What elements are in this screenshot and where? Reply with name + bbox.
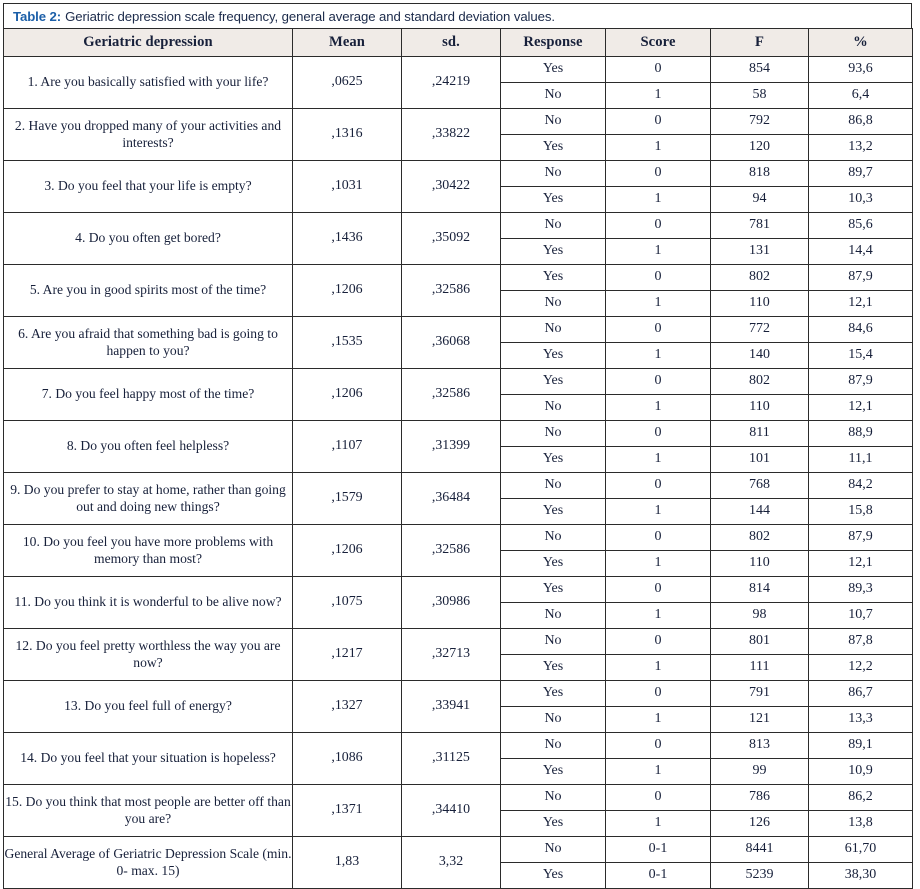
mean-cell: ,1075 bbox=[293, 577, 402, 629]
response-cell: No bbox=[501, 837, 606, 863]
question-cell: General Average of Geriatric Depression Scale (min. 0- max. 15) bbox=[4, 837, 293, 889]
frequency-cell: 140 bbox=[711, 343, 809, 369]
response-cell: No bbox=[501, 317, 606, 343]
geriatric-depression-table bbox=[3, 28, 913, 889]
score-cell: 1 bbox=[606, 603, 711, 629]
response-cell: Yes bbox=[501, 811, 606, 837]
percent-cell: 13,8 bbox=[809, 811, 913, 837]
score-cell: 0 bbox=[606, 57, 711, 83]
score-cell: 0 bbox=[606, 265, 711, 291]
mean-cell: ,1316 bbox=[293, 109, 402, 161]
response-cell: No bbox=[501, 629, 606, 655]
response-cell: No bbox=[501, 421, 606, 447]
response-cell: Yes bbox=[501, 759, 606, 785]
percent-cell: 12,1 bbox=[809, 291, 913, 317]
question-cell: 3. Do you feel that your life is empty? bbox=[4, 161, 293, 213]
mean-cell: ,1206 bbox=[293, 265, 402, 317]
table-caption-text: Geriatric depression scale frequency, general average and standard deviation values. bbox=[65, 8, 555, 24]
score-cell: 0 bbox=[606, 317, 711, 343]
frequency-cell: 802 bbox=[711, 369, 809, 395]
table-row bbox=[4, 785, 913, 811]
score-cell: 1 bbox=[606, 187, 711, 213]
score-cell: 0 bbox=[606, 681, 711, 707]
sd-cell: ,33822 bbox=[402, 109, 501, 161]
frequency-cell: 99 bbox=[711, 759, 809, 785]
frequency-cell: 813 bbox=[711, 733, 809, 759]
frequency-cell: 110 bbox=[711, 291, 809, 317]
mean-cell: ,1086 bbox=[293, 733, 402, 785]
frequency-cell: 818 bbox=[711, 161, 809, 187]
response-cell: Yes bbox=[501, 187, 606, 213]
response-cell: Yes bbox=[501, 863, 606, 889]
percent-cell: 11,1 bbox=[809, 447, 913, 473]
frequency-cell: 121 bbox=[711, 707, 809, 733]
question-cell: 7. Do you feel happy most of the time? bbox=[4, 369, 293, 421]
response-cell: Yes bbox=[501, 265, 606, 291]
frequency-cell: 144 bbox=[711, 499, 809, 525]
frequency-cell: 98 bbox=[711, 603, 809, 629]
score-cell: 1 bbox=[606, 499, 711, 525]
percent-cell: 93,6 bbox=[809, 57, 913, 83]
frequency-cell: 786 bbox=[711, 785, 809, 811]
score-cell: 0-1 bbox=[606, 863, 711, 889]
frequency-cell: 131 bbox=[711, 239, 809, 265]
frequency-cell: 126 bbox=[711, 811, 809, 837]
score-cell: 0 bbox=[606, 525, 711, 551]
column-header-sd: sd. bbox=[402, 29, 501, 57]
table-row bbox=[4, 109, 913, 135]
frequency-cell: 111 bbox=[711, 655, 809, 681]
table-row bbox=[4, 837, 913, 863]
percent-cell: 61,70 bbox=[809, 837, 913, 863]
frequency-cell: 791 bbox=[711, 681, 809, 707]
response-cell: No bbox=[501, 525, 606, 551]
response-cell: No bbox=[501, 603, 606, 629]
percent-cell: 87,9 bbox=[809, 525, 913, 551]
sd-cell: ,30986 bbox=[402, 577, 501, 629]
percent-cell: 10,9 bbox=[809, 759, 913, 785]
frequency-cell: 814 bbox=[711, 577, 809, 603]
frequency-cell: 120 bbox=[711, 135, 809, 161]
frequency-cell: 110 bbox=[711, 395, 809, 421]
percent-cell: 86,8 bbox=[809, 109, 913, 135]
mean-cell: ,1371 bbox=[293, 785, 402, 837]
frequency-cell: 802 bbox=[711, 265, 809, 291]
mean-cell: ,1579 bbox=[293, 473, 402, 525]
question-cell: 13. Do you feel full of energy? bbox=[4, 681, 293, 733]
question-cell: 10. Do you feel you have more problems with memory than most? bbox=[4, 525, 293, 577]
table-row bbox=[4, 57, 913, 83]
question-cell: 1. Are you basically satisfied with your life? bbox=[4, 57, 293, 109]
question-cell: 2. Have you dropped many of your activities and interests? bbox=[4, 109, 293, 161]
score-cell: 0 bbox=[606, 421, 711, 447]
score-cell: 0 bbox=[606, 785, 711, 811]
table-row bbox=[4, 161, 913, 187]
column-header-score: Score bbox=[606, 29, 711, 57]
table-caption-label: Table 2: bbox=[13, 8, 62, 24]
table-row bbox=[4, 421, 913, 447]
mean-cell: ,1217 bbox=[293, 629, 402, 681]
score-cell: 0 bbox=[606, 213, 711, 239]
frequency-cell: 854 bbox=[711, 57, 809, 83]
sd-cell: ,31399 bbox=[402, 421, 501, 473]
mean-cell: ,1535 bbox=[293, 317, 402, 369]
percent-cell: 84,2 bbox=[809, 473, 913, 499]
frequency-cell: 110 bbox=[711, 551, 809, 577]
frequency-cell: 802 bbox=[711, 525, 809, 551]
sd-cell: ,32586 bbox=[402, 265, 501, 317]
sd-cell: ,32713 bbox=[402, 629, 501, 681]
response-cell: Yes bbox=[501, 577, 606, 603]
sd-cell: ,31125 bbox=[402, 733, 501, 785]
frequency-cell: 101 bbox=[711, 447, 809, 473]
percent-cell: 38,30 bbox=[809, 863, 913, 889]
table-row bbox=[4, 213, 913, 239]
percent-cell: 87,9 bbox=[809, 265, 913, 291]
response-cell: Yes bbox=[501, 655, 606, 681]
sd-cell: 3,32 bbox=[402, 837, 501, 889]
response-cell: Yes bbox=[501, 57, 606, 83]
response-cell: Yes bbox=[501, 343, 606, 369]
percent-cell: 6,4 bbox=[809, 83, 913, 109]
mean-cell: ,1206 bbox=[293, 525, 402, 577]
percent-cell: 10,3 bbox=[809, 187, 913, 213]
table-header-row bbox=[4, 29, 913, 57]
score-cell: 0 bbox=[606, 577, 711, 603]
mean-cell: ,1107 bbox=[293, 421, 402, 473]
question-cell: 9. Do you prefer to stay at home, rather than going out and doing new things? bbox=[4, 473, 293, 525]
score-cell: 0 bbox=[606, 161, 711, 187]
frequency-cell: 94 bbox=[711, 187, 809, 213]
question-cell: 5. Are you in good spirits most of the time? bbox=[4, 265, 293, 317]
response-cell: Yes bbox=[501, 135, 606, 161]
score-cell: 0 bbox=[606, 629, 711, 655]
response-cell: No bbox=[501, 707, 606, 733]
percent-cell: 89,7 bbox=[809, 161, 913, 187]
percent-cell: 12,1 bbox=[809, 551, 913, 577]
frequency-cell: 792 bbox=[711, 109, 809, 135]
score-cell: 1 bbox=[606, 395, 711, 421]
frequency-cell: 768 bbox=[711, 473, 809, 499]
response-cell: No bbox=[501, 213, 606, 239]
score-cell: 0 bbox=[606, 733, 711, 759]
response-cell: Yes bbox=[501, 369, 606, 395]
table-body bbox=[4, 57, 913, 889]
question-cell: 14. Do you feel that your situation is hopeless? bbox=[4, 733, 293, 785]
percent-cell: 89,3 bbox=[809, 577, 913, 603]
percent-cell: 13,2 bbox=[809, 135, 913, 161]
response-cell: No bbox=[501, 83, 606, 109]
sd-cell: ,24219 bbox=[402, 57, 501, 109]
percent-cell: 86,2 bbox=[809, 785, 913, 811]
percent-cell: 85,6 bbox=[809, 213, 913, 239]
question-cell: 4. Do you often get bored? bbox=[4, 213, 293, 265]
sd-cell: ,30422 bbox=[402, 161, 501, 213]
table-row bbox=[4, 525, 913, 551]
response-cell: No bbox=[501, 161, 606, 187]
sd-cell: ,32586 bbox=[402, 369, 501, 421]
question-cell: 8. Do you often feel helpless? bbox=[4, 421, 293, 473]
mean-cell: ,1436 bbox=[293, 213, 402, 265]
sd-cell: ,36068 bbox=[402, 317, 501, 369]
table-row bbox=[4, 629, 913, 655]
sd-cell: ,35092 bbox=[402, 213, 501, 265]
column-header-percent: % bbox=[809, 29, 913, 57]
table-row bbox=[4, 317, 913, 343]
question-cell: 12. Do you feel pretty worthless the way you are now? bbox=[4, 629, 293, 681]
frequency-cell: 801 bbox=[711, 629, 809, 655]
percent-cell: 10,7 bbox=[809, 603, 913, 629]
percent-cell: 88,9 bbox=[809, 421, 913, 447]
response-cell: No bbox=[501, 291, 606, 317]
response-cell: Yes bbox=[501, 499, 606, 525]
table-row bbox=[4, 473, 913, 499]
sd-cell: ,33941 bbox=[402, 681, 501, 733]
percent-cell: 86,7 bbox=[809, 681, 913, 707]
sd-cell: ,36484 bbox=[402, 473, 501, 525]
percent-cell: 87,9 bbox=[809, 369, 913, 395]
sd-cell: ,32586 bbox=[402, 525, 501, 577]
score-cell: 0 bbox=[606, 109, 711, 135]
sd-cell: ,34410 bbox=[402, 785, 501, 837]
frequency-cell: 781 bbox=[711, 213, 809, 239]
percent-cell: 15,8 bbox=[809, 499, 913, 525]
score-cell: 1 bbox=[606, 343, 711, 369]
percent-cell: 14,4 bbox=[809, 239, 913, 265]
response-cell: No bbox=[501, 109, 606, 135]
response-cell: No bbox=[501, 395, 606, 421]
score-cell: 1 bbox=[606, 707, 711, 733]
frequency-cell: 58 bbox=[711, 83, 809, 109]
response-cell: No bbox=[501, 473, 606, 499]
percent-cell: 13,3 bbox=[809, 707, 913, 733]
question-cell: 15. Do you think that most people are better off than you are? bbox=[4, 785, 293, 837]
table-row bbox=[4, 265, 913, 291]
response-cell: Yes bbox=[501, 447, 606, 473]
table-row bbox=[4, 733, 913, 759]
mean-cell: ,0625 bbox=[293, 57, 402, 109]
response-cell: Yes bbox=[501, 551, 606, 577]
mean-cell: 1,83 bbox=[293, 837, 402, 889]
score-cell: 1 bbox=[606, 135, 711, 161]
frequency-cell: 8441 bbox=[711, 837, 809, 863]
table-row bbox=[4, 681, 913, 707]
column-header-f: F bbox=[711, 29, 809, 57]
percent-cell: 12,2 bbox=[809, 655, 913, 681]
frequency-cell: 811 bbox=[711, 421, 809, 447]
mean-cell: ,1031 bbox=[293, 161, 402, 213]
response-cell: Yes bbox=[501, 239, 606, 265]
response-cell: No bbox=[501, 733, 606, 759]
score-cell: 1 bbox=[606, 811, 711, 837]
score-cell: 1 bbox=[606, 447, 711, 473]
column-header-geriatric-depression: Geriatric depression bbox=[4, 29, 293, 57]
score-cell: 0 bbox=[606, 369, 711, 395]
column-header-response: Response bbox=[501, 29, 606, 57]
score-cell: 1 bbox=[606, 759, 711, 785]
score-cell: 0-1 bbox=[606, 837, 711, 863]
response-cell: No bbox=[501, 785, 606, 811]
table-caption bbox=[3, 3, 912, 28]
score-cell: 1 bbox=[606, 551, 711, 577]
table-row bbox=[4, 577, 913, 603]
score-cell: 1 bbox=[606, 655, 711, 681]
table-row bbox=[4, 369, 913, 395]
percent-cell: 84,6 bbox=[809, 317, 913, 343]
frequency-cell: 5239 bbox=[711, 863, 809, 889]
percent-cell: 89,1 bbox=[809, 733, 913, 759]
mean-cell: ,1206 bbox=[293, 369, 402, 421]
percent-cell: 12,1 bbox=[809, 395, 913, 421]
question-cell: 11. Do you think it is wonderful to be alive now? bbox=[4, 577, 293, 629]
percent-cell: 15,4 bbox=[809, 343, 913, 369]
score-cell: 1 bbox=[606, 291, 711, 317]
frequency-cell: 772 bbox=[711, 317, 809, 343]
score-cell: 1 bbox=[606, 83, 711, 109]
question-cell: 6. Are you afraid that something bad is going to happen to you? bbox=[4, 317, 293, 369]
column-header-mean: Mean bbox=[293, 29, 402, 57]
mean-cell: ,1327 bbox=[293, 681, 402, 733]
score-cell: 1 bbox=[606, 239, 711, 265]
percent-cell: 87,8 bbox=[809, 629, 913, 655]
score-cell: 0 bbox=[606, 473, 711, 499]
response-cell: Yes bbox=[501, 681, 606, 707]
